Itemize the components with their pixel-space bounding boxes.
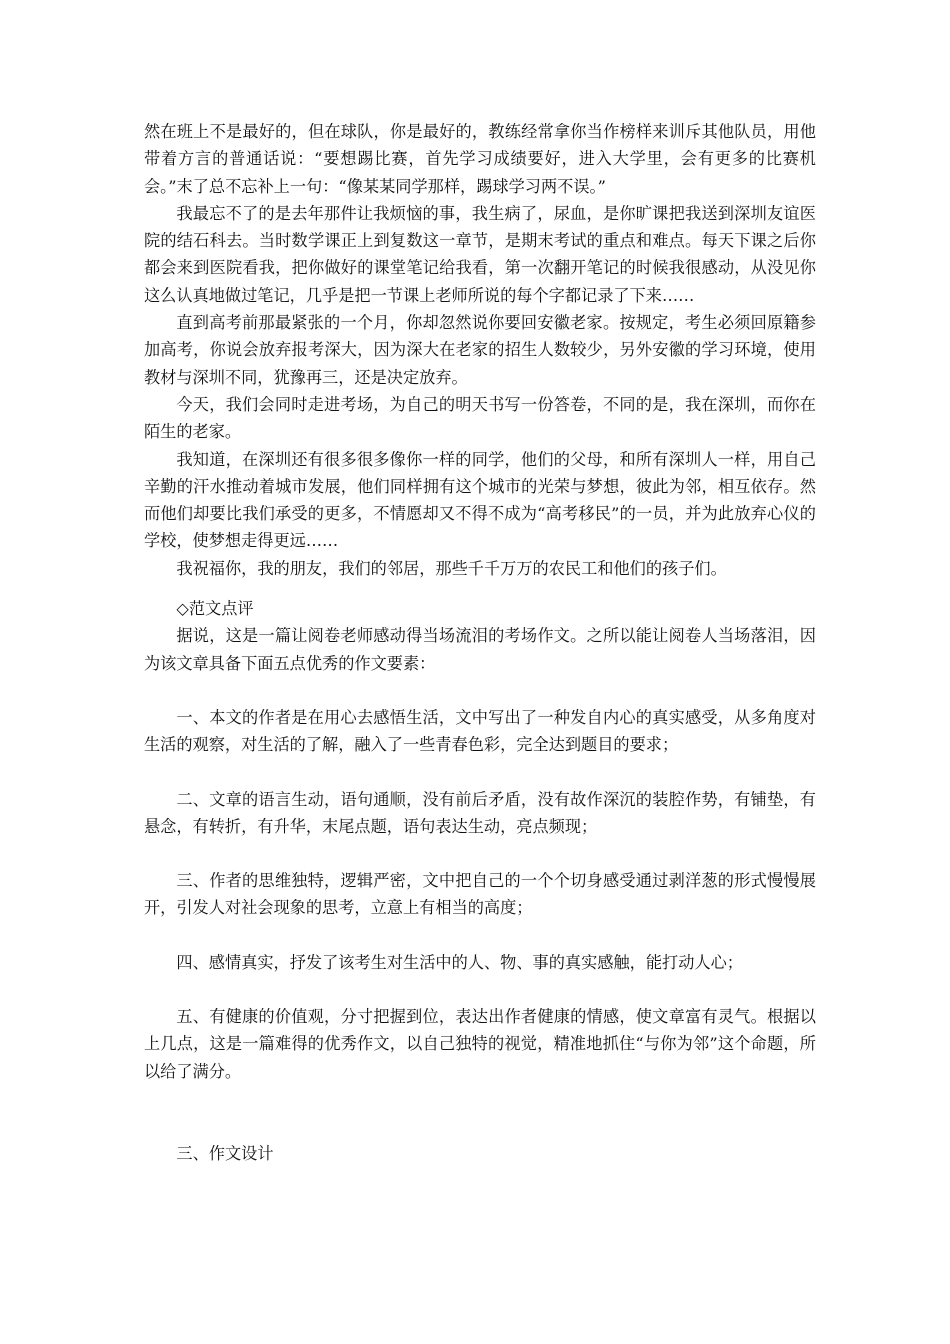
document-page bbox=[144, 118, 816, 1167]
review-point: 五、有健康的价值观，分寸把握到位，表达出作者健康的情感，使文章富有灵气。根据以上几点，这是一篇难得的优秀作文，以自己独特的视觉，精准地抓住“与你为邻”这个命题，所以给了满分。 bbox=[144, 1007, 816, 1081]
spacer bbox=[144, 922, 816, 949]
section-heading: 三、作文设计 bbox=[176, 1143, 274, 1163]
essay-paragraph: 然在班上不是最好的，但在球队，你是最好的，教练经常拿你当作榜样来训斥其他队员，用他带着方言的普通话说：“要想踢比赛，首先学习成绩要好，进入大学里，会有更多的比赛机会。”末了总不忘补上一句：“像某某同学那样，踢球学习两不误。” bbox=[144, 122, 816, 196]
review-point: 二、文章的语言生动，语句通顺，没有前后矛盾，没有故作深沉的装腔作势，有铺垫，有悬念，有转折，有升华，末尾点题，语句表达生动，亮点频现； bbox=[144, 789, 816, 836]
review-intro: 据说，这是一篇让阅卷老师感动得当场流泪的考场作文。之所以能让阅卷人当场落泪，因为该文章具备下面五点优秀的作文要素： bbox=[144, 626, 816, 673]
essay-paragraph: 我最忘不了的是去年那件让我烦恼的事，我生病了，尿血，是你旷课把我送到深圳友谊医院的结石科去。当时数学课正上到复数这一章节，是期末考试的重点和难点。每天下课之后你都会来到医院看我，把你做好的课堂笔记给我看，第一次翻开笔记的时候我很感动，从没见你这么认真地做过笔记，几乎是把一节课上老师所说的每个字都记录了下来…… bbox=[144, 203, 816, 305]
spacer bbox=[144, 677, 816, 704]
spacer bbox=[144, 582, 816, 595]
review-point: 四、感情真实，抒发了该考生对生活中的人、物、事的真实感触，能打动人心； bbox=[176, 952, 743, 972]
spacer bbox=[144, 1085, 816, 1140]
spacer bbox=[144, 976, 816, 1003]
review-point: 一、本文的作者是在用心去感悟生活，文中写出了一种发自内心的真实感受，从多角度对生活的观察，对生活的了解，融入了一些青春色彩，完全达到题目的要求； bbox=[144, 707, 816, 755]
essay-paragraph: 今天，我们会同时走进考场，为自己的明天书写一份答卷，不同的是，我在深圳，而你在陌生的老家。 bbox=[144, 394, 816, 442]
essay-paragraph: 我祝福你，我的朋友，我们的邻居，那些千千万万的农民工和他们的孩子们。 bbox=[176, 558, 727, 578]
spacer bbox=[144, 759, 816, 786]
essay-paragraph: 直到高考前那最紧张的一个月，你却忽然说你要回安徽老家。按规定，考生必须回原籍参加高考，你说会放弃报考深大，因为深大在老家的招生人数较少，另外安徽的学习环境，使用教材与深圳不同，犹豫再三，还是决定放弃。 bbox=[144, 313, 816, 387]
review-heading: ◇范文点评 bbox=[176, 599, 254, 619]
essay-paragraph: 我知道，在深圳还有很多很多像你一样的同学，他们的父母，和所有深圳人一样，用自己辛勤的汗水推动着城市发展，他们同样拥有这个城市的光荣与梦想，彼此为邻，相互依存。然而他们却要比我们承受的更多，不情愿却又不得不成为“高考移民”的一员，并为此放弃心仪的学校，使梦想走得更远…… bbox=[144, 449, 816, 551]
review-point: 三、作者的思维独特，逻辑严密，文中把自己的一个个切身感受通过剥洋葱的形式慢慢展开，引发人对社会现象的思考，立意上有相当的高度； bbox=[144, 871, 816, 918]
spacer bbox=[144, 840, 816, 867]
